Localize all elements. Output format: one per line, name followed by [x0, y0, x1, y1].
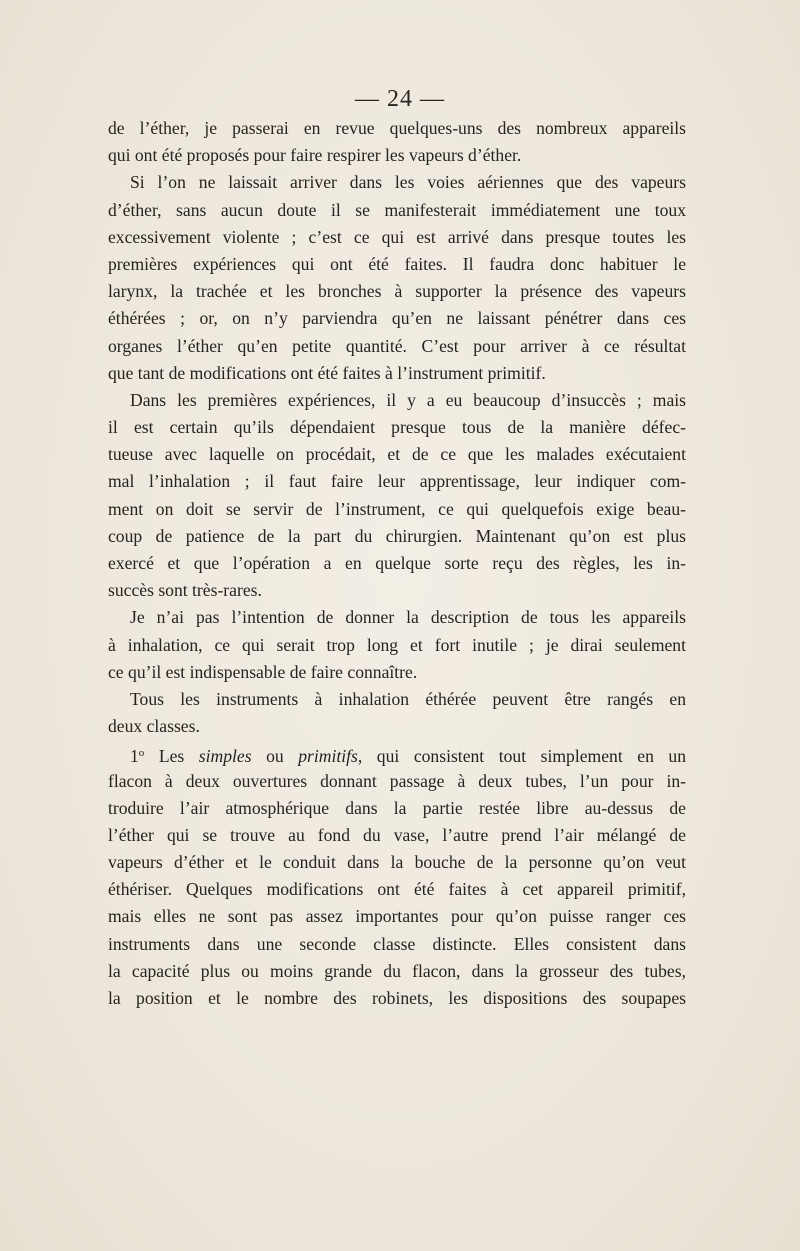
text-line: il est certain qu’ils dépendaient presque tous de la manière défec- — [108, 417, 686, 438]
text-line: éthériser. Quelques modifications ont été faites à cet appareil primitif, — [108, 879, 686, 900]
emphasis-primitifs: primitifs — [298, 746, 358, 767]
text-line: flacon à deux ouvertures donnant passage à deux tubes, l’un pour in- — [108, 770, 686, 791]
text-line: de l’éther, je passerai en revue quelques-uns des nombreux appareils — [108, 118, 686, 138]
text-line: premières expériences qui ont été faites. Il faudra donc habituer le — [108, 253, 686, 274]
text-line: à inhalation, ce qui serait trop long et fort inutile ; je dirai seulement — [108, 634, 686, 655]
text-line: troduire l’air atmosphérique dans la partie restée libre au-dessus de — [108, 797, 686, 818]
body-text — [108, 115, 686, 1012]
text-fragment: Les — [144, 746, 199, 767]
text-line: mais elles ne sont pas assez importantes pour qu’on puisse ranger ces — [108, 906, 686, 927]
text-line: l’éther qui se trouve au fond du vase, l’autre prend l’air mélangé de — [108, 824, 686, 845]
text-line: vapeurs d’éther et le conduit dans la bouche de la personne qu’on veut — [108, 852, 686, 873]
text-line: la capacité plus ou moins grande du flacon, dans la grosseur des tubes, — [108, 960, 686, 981]
text-line: coup de patience de la part du chirurgien. Maintenant qu’on est plus — [108, 525, 686, 546]
list-number: 1 — [130, 746, 139, 767]
text-line: ce qu’il est indispensable de faire connaître. — [108, 661, 418, 682]
text-line: Dans les premières expériences, il y a eu beaucoup d’insuccès ; mais — [130, 389, 686, 410]
text-line: ment on doit se servir de l’instrument, ce qui quelquefois exige beau- — [108, 498, 686, 519]
text-line: d’éther, sans aucun doute il se manifesterait immédiatement une toux — [108, 199, 686, 220]
text-line: mal l’inhalation ; il faut faire leur apprentissage, leur indiquer com- — [108, 471, 686, 492]
text-line: larynx, la trachée et les bronches à supporter la présence des vapeurs — [108, 281, 686, 302]
text-line: Si l’on ne laissait arriver dans les voies aériennes que des vapeurs — [130, 172, 686, 193]
text-line: organes l’éther qu’en petite quantité. C’est pour arriver à ce résultat — [108, 335, 686, 356]
text-line: excessivement violente ; c’est ce qui est arrivé dans presque toutes les — [108, 226, 686, 247]
text-fragment: ou — [251, 746, 299, 767]
page-number: — 24 — — [355, 86, 445, 112]
text-line: Je n’ai pas l’intention de donner la description de tous les appareils — [130, 607, 686, 628]
text-line: exercé et que l’opération a en quelque sorte reçu des règles, les in- — [108, 553, 686, 573]
text-line: la position et le nombre des robinets, les dispositions des soupapes — [108, 988, 686, 1008]
text-line: que tant de modifications ont été faites à l’instrument primitif. — [108, 362, 546, 383]
text-line: succès sont très-rares. — [108, 580, 262, 601]
text-line: éthérées ; or, on n’y parviendra qu’en ne laissant pénétrer dans ces — [108, 308, 686, 329]
text-line — [108, 740, 686, 767]
text-fragment: , qui consistent tout simplement en un — [357, 746, 686, 767]
ordinal-superscript: o — [138, 747, 145, 760]
text-line: Tous les instruments à inhalation éthérée peuvent être rangés en — [130, 688, 686, 709]
text-line: qui ont été proposés pour faire respirer les vapeurs d’éther. — [108, 145, 522, 166]
emphasis-simples: simples — [198, 746, 252, 767]
text-line: tueuse avec laquelle on procédait, et de ce que les malades exécutaient — [108, 444, 686, 465]
text-line: deux classes. — [108, 716, 200, 737]
text-line: instruments dans une seconde classe distincte. Elles consistent dans — [108, 933, 686, 954]
